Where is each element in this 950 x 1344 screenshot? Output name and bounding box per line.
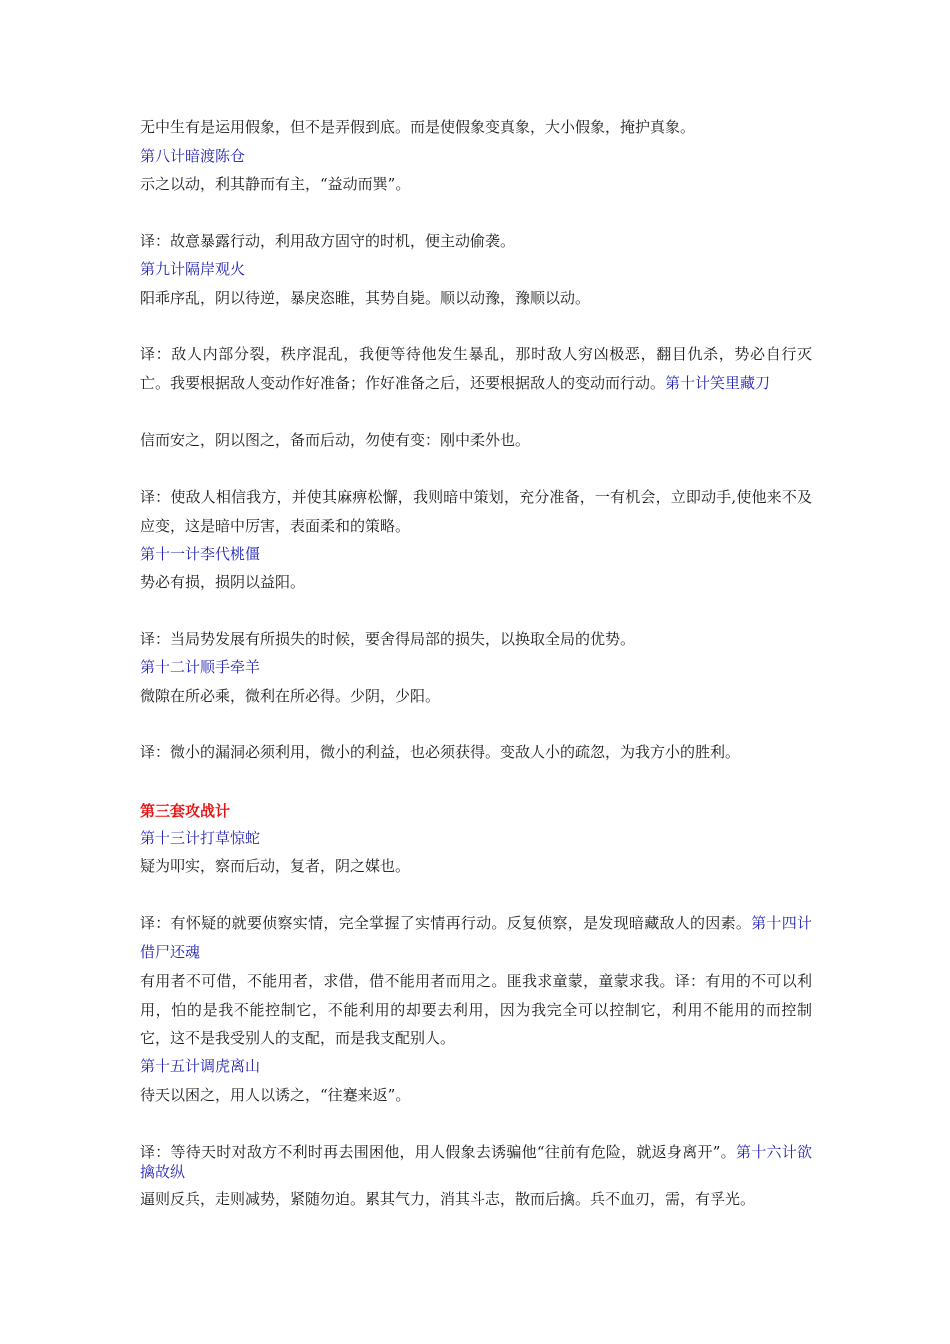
text-stratagem-16: 逼则反兵，走则减势，紧随勿迫。累其气力，消其斗志，散而后擒。兵不血刃，需，有孚光。 bbox=[140, 1190, 756, 1208]
text-stratagem-11: 势必有损，损阴以益阳。 bbox=[140, 573, 306, 591]
paragraph-7-note: 无中生有是运用假象，但不是弄假到底。而是使假象变真象，大小假象，掩护真象。 bbox=[140, 118, 696, 136]
heading-stratagem-16: 第十六计欲擒故纵 bbox=[140, 1143, 812, 1181]
translation-stratagem-9 bbox=[140, 340, 812, 397]
text-stratagem-10: 信而安之，阴以图之，备而后动，勿使有变：刚中柔外也。 bbox=[140, 431, 531, 449]
heading-stratagem-14: 第十四计借尸还魂 bbox=[140, 914, 812, 961]
text-stratagem-12: 微隙在所必乘，微利在所必得。少阴，少阳。 bbox=[140, 687, 441, 705]
heading-stratagem-10: 第十计笑里藏刀 bbox=[665, 373, 771, 392]
translation-stratagem-10: 译：使敌人相信我方，并使其麻痹松懈，我则暗中策划，充分准备，一有机会，立即动手,使他来不及应变，这是暗中厉害，表面柔和的策略。 bbox=[140, 488, 812, 535]
translation-stratagem-9-text: 译：敌人内部分裂，秩序混乱，我便等待他发生暴乱，那时敌人穷凶极恶，翻目仇杀，势必自行灭亡。我要根据敌人变动作好准备；作好准备之后，还要根据敌人的变动而行动。 bbox=[140, 345, 812, 392]
translation-stratagem-15 bbox=[140, 1142, 812, 1182]
heading-stratagem-9: 第九计隔岸观火 bbox=[140, 260, 246, 278]
heading-stratagem-11: 第十一计李代桃僵 bbox=[140, 545, 261, 563]
heading-stratagem-8: 第八计暗渡陈仓 bbox=[140, 147, 246, 165]
text-stratagem-9: 阳乖序乱，阴以待逆，暴戾恣睢，其势自毙。顺以动豫，豫顺以动。 bbox=[140, 289, 591, 307]
translation-stratagem-12: 译：微小的漏洞必须利用，微小的利益，也必须获得。变敌人小的疏忽，为我方小的胜利。 bbox=[140, 743, 741, 761]
heading-stratagem-15: 第十五计调虎离山 bbox=[140, 1057, 261, 1075]
heading-stratagem-13: 第十三计打草惊蛇 bbox=[140, 829, 261, 847]
heading-stratagem-12: 第十二计顺手牵羊 bbox=[140, 658, 261, 676]
section-heading-set-3: 第三套攻战计 bbox=[140, 802, 231, 820]
translation-stratagem-15-text: 译：等待天时对敌方不利时再去围困他，用人假象去诱骗他“往前有危险，就返身离开”。 bbox=[140, 1143, 736, 1161]
text-stratagem-8: 示之以动，利其静而有主，“益动而巽”。 bbox=[140, 175, 411, 193]
text-stratagem-13: 疑为叩实，察而后动，复者，阴之媒也。 bbox=[140, 857, 411, 875]
translation-stratagem-8: 译：故意暴露行动，利用敌方固守的时机，便主动偷袭。 bbox=[140, 232, 516, 250]
text-stratagem-14: 有用者不可借，不能用者，求借，借不能用者而用之。匪我求童蒙，童蒙求我。译：有用的不可以利用，怕的是我不能控制它，不能利用的却要去利用，因为我完全可以控制它，利用不能用的而控制它，这不是我受别人的支配，而是我支配别人。 bbox=[140, 972, 812, 1047]
translation-stratagem-13 bbox=[140, 909, 812, 966]
text-stratagem-15: 待天以困之，用人以诱之，“往蹇来返”。 bbox=[140, 1086, 411, 1104]
translation-stratagem-11: 译：当局势发展有所损失的时候，要舍得局部的损失，以换取全局的优势。 bbox=[140, 630, 636, 648]
translation-stratagem-13-text: 译：有怀疑的就要侦察实情，完全掌握了实情再行动。反复侦察，是发现暗藏敌人的因素。 bbox=[140, 914, 752, 932]
